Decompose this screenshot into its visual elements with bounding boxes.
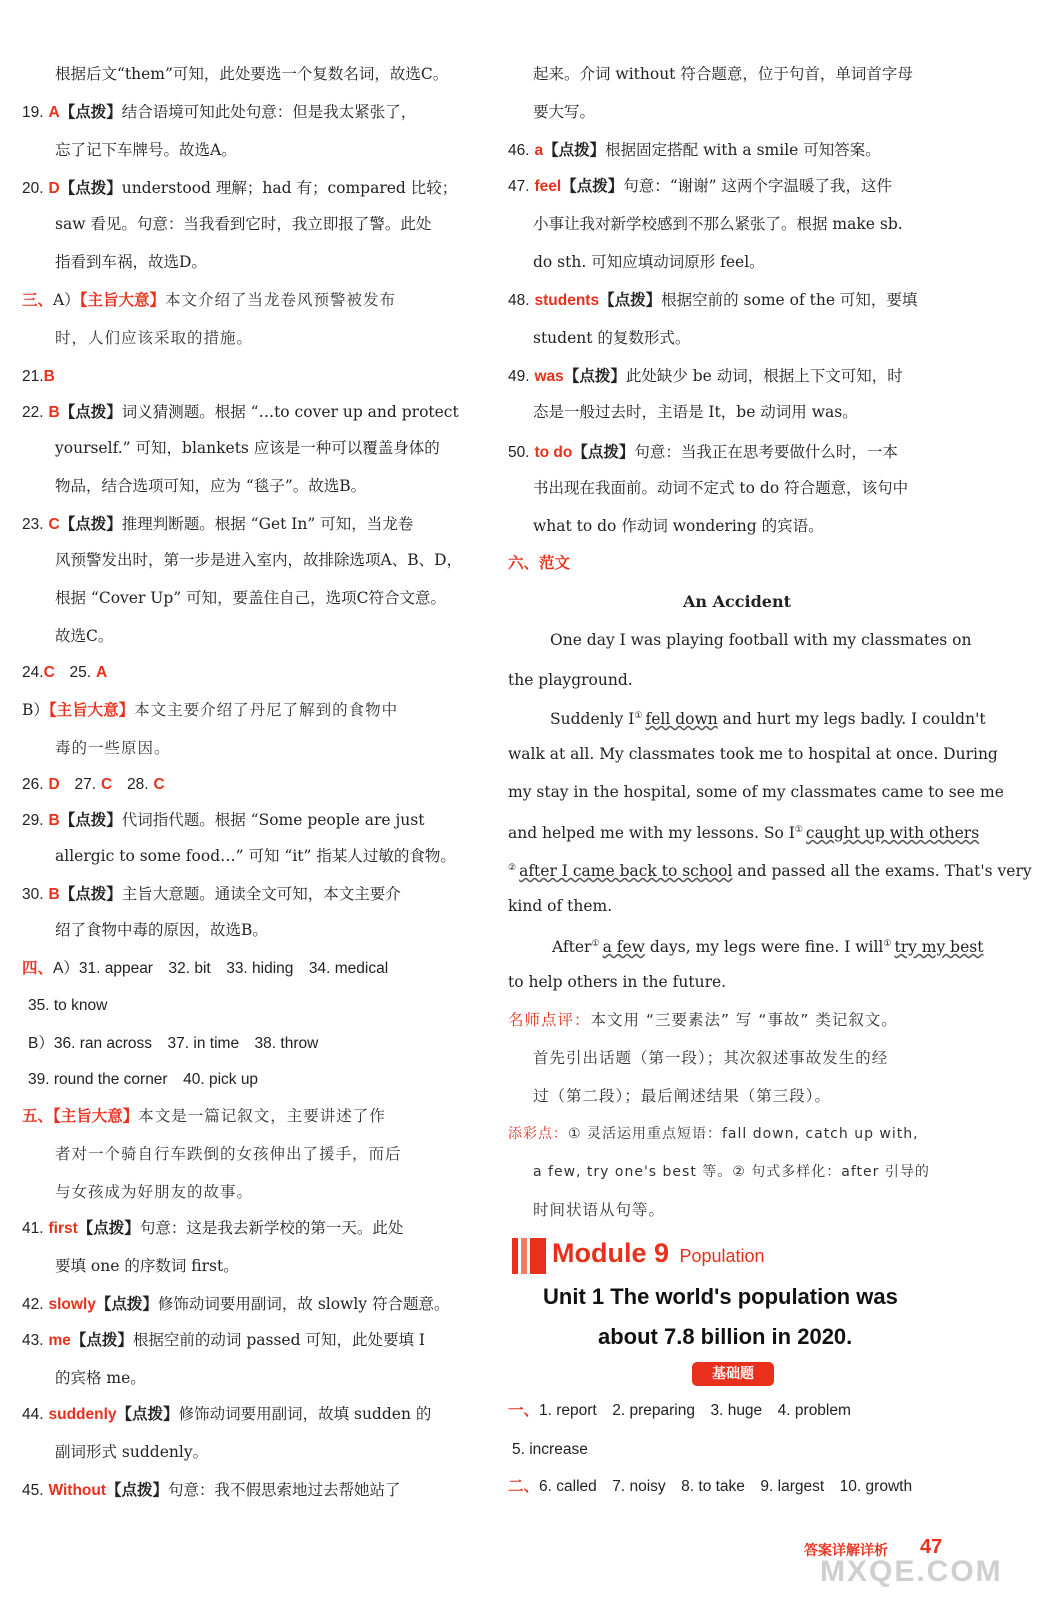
comment-line: a few, try one's best 等。② 句式多样化：after 引导的	[533, 1164, 930, 1180]
answer-23: 23. C【点拨】推理判断题。根据 “Get In” 可知，当龙卷	[22, 514, 414, 533]
comment-line: 时间状语从句等。	[533, 1201, 666, 1219]
text-line: 毒的一些原因。	[55, 739, 171, 757]
text-line: 起来。介词 without 符合题意，位于句首，单词首字母	[533, 65, 913, 83]
essay-title: An Accident	[683, 592, 791, 611]
text-line: 39. round the corner 40. pick up	[28, 1071, 259, 1088]
answer-29: 29. B【点拨】代词指代题。根据 “Some people are just	[22, 810, 425, 829]
module-title: Module 9 Population	[552, 1238, 765, 1268]
basic-questions-badge: 基础题	[692, 1362, 774, 1386]
answer-19: 19. A【点拨】结合语境可知此处句意：但是我太紧张了，	[22, 102, 417, 121]
section-3-a: 三、A）【主旨大意】本文介绍了当龙卷风预警被发布	[22, 291, 396, 309]
answer-49: 49. was【点拨】此处缺少 be 动词，根据上下文可知，时	[508, 366, 903, 385]
basic-section-1: 一、1. report 2. preparing 3. huge 4. problem	[508, 1402, 851, 1419]
page-number: 47	[920, 1536, 943, 1558]
text-line: 根据 “Cover Up” 可知，要盖住自己，选项C符合文意。	[55, 589, 447, 607]
text-line: 小事让我对新学校感到不那么紧张了。根据 make sb.	[533, 215, 903, 233]
section-4-b: B）36. ran across 37. in time 38. throw	[28, 1035, 319, 1052]
answer-46: 46. a【点拨】根据固定搭配 with a smile 可知答案。	[508, 140, 881, 159]
watermark: MXQE.COM	[820, 1555, 1003, 1588]
answer-21: 21.B	[22, 368, 55, 385]
answer-44: 44. suddenly【点拨】修饰动词要用副词，故填 sudden 的	[22, 1404, 432, 1423]
footer-label: 答案详解详析	[804, 1543, 888, 1559]
essay-line: ② after I came back to school and passed all the exams. That's very	[508, 862, 1032, 881]
text-line: 忘了记下车牌号。故选A。	[55, 141, 237, 159]
teacher-comment: 名师点评：本文用 “三要素法” 写 “事故” 类记叙文。	[508, 1011, 898, 1029]
answer-43: 43. me【点拨】根据空前的动词 passed 可知，此处要填 I	[22, 1330, 425, 1349]
highlight-comment: 添彩点：① 灵活运用重点短语：fall down, catch up with,	[508, 1126, 919, 1142]
section-4-a: 四、A）31. appear 32. bit 33. hiding 34. medical	[22, 960, 389, 977]
text-line: 时，人们应该采取的措施。	[55, 329, 254, 347]
essay-line: and helped me with my lessons. So I① caught up with others	[508, 824, 980, 843]
text-line: what to do 作动词 wondering 的宾语。	[533, 517, 824, 535]
comment-line: 过（第二段）；最后阐述结果（第三段）。	[533, 1087, 832, 1105]
essay-line: One day I was playing football with my classmates on	[550, 631, 972, 649]
text-line: 书出现在我面前。动词不定式 to do 符合题意，该句中	[533, 479, 909, 497]
answer-47: 47. feel【点拨】句意：“谢谢” 这两个字温暖了我，这件	[508, 176, 893, 195]
essay-line: After① a few days, my legs were fine. I will① try my best	[552, 938, 984, 957]
answer-20: 20. D【点拨】understood 理解；had 有；compared 比较；	[22, 178, 458, 197]
section-6-heading: 六、范文	[508, 555, 571, 572]
text-line: 绍了食物中毒的原因，故选B。	[55, 921, 268, 939]
text-line: 者对一个骑自行车跌倒的女孩伸出了援手，而后	[55, 1145, 402, 1163]
text-line: saw 看见。句意：当我看到它时，我立即报了警。此处	[55, 215, 432, 233]
essay-line: Suddenly I① fell down and hurt my legs badly. I couldn't	[550, 710, 986, 729]
answer-45: 45. Without【点拨】句意：我不假思索地过去帮她站了	[22, 1480, 401, 1499]
essay-line: kind of them.	[508, 897, 613, 915]
text-line: 态是一般过去时，主语是 It，be 动词用 was。	[533, 403, 858, 421]
text-line: 风预警发出时，第一步是进入室内，故排除选项A、B、D，	[55, 551, 463, 569]
text-line: 与女孩成为好朋友的故事。	[55, 1183, 254, 1201]
answer-41: 41. first【点拨】句意：这是我去新学校的第一天。此处	[22, 1218, 404, 1237]
answer-30: 30. B【点拨】主旨大意题。通读全文可知，本文主要介	[22, 884, 401, 903]
answer-50: 50. to do【点拨】句意：当我正在思考要做什么时，一本	[508, 442, 898, 461]
text-line: student 的复数形式。	[533, 329, 691, 347]
answer-24-25: 24.C 25. A	[22, 664, 108, 681]
essay-line: the playground.	[508, 671, 633, 689]
text-line: 的宾格 me。	[55, 1369, 146, 1387]
text-line: 故选C。	[55, 627, 114, 645]
text-line: do sth. 可知应填动词原形 feel。	[533, 253, 765, 271]
text-line: 副词形式 suddenly。	[55, 1443, 209, 1461]
answer-42: 42. slowly【点拨】修饰动词要用副词，故 slowly 符合题意。	[22, 1294, 450, 1313]
unit-title-line1: Unit 1 The world's population was	[543, 1284, 898, 1309]
basic-line: 5. increase	[512, 1441, 588, 1458]
text-line: 要填 one 的序数词 first。	[55, 1257, 239, 1275]
answer-48: 48. students【点拨】根据空前的 some of the 可知，要填	[508, 290, 918, 309]
answer-26-28: 26. D 27. C 28. C	[22, 776, 165, 793]
comment-line: 首先引出话题（第一段）；其次叙述事故发生的经	[533, 1049, 889, 1067]
text-line: yourself.” 可知，blankets 应该是一种可以覆盖身体的	[55, 439, 440, 457]
section-5: 五、【主旨大意】本文是一篇记叙文，主要讲述了作	[22, 1107, 386, 1125]
basic-section-2: 二、6. called 7. noisy 8. to take 9. largest 10. growth	[508, 1478, 913, 1495]
text-line: 指看到车祸，故选D。	[55, 253, 207, 271]
essay-line: to help others in the future.	[508, 973, 727, 991]
text-line: 物品，结合选项可知，应为 “毯子”。故选B。	[55, 477, 367, 495]
text-line: 根据后文“them”可知，此处要选一个复数名词，故选C。	[55, 65, 449, 83]
answer-22: 22. B【点拨】词义猜测题。根据 “…to cover up and protect	[22, 402, 459, 421]
unit-title-line2: about 7.8 billion in 2020.	[598, 1324, 853, 1349]
module-bar-icon	[508, 1238, 548, 1274]
text-line: allergic to some food…” 可知 “it” 指某人过敏的食物。	[55, 847, 456, 865]
text-line: 要大写。	[533, 103, 596, 121]
text-line: 35. to know	[28, 997, 108, 1014]
essay-line: walk at all. My classmates took me to hospital at once. During	[508, 745, 998, 763]
essay-line: my stay in the hospital, some of my classmates came to see me	[508, 783, 1004, 801]
section-3-b: B）【主旨大意】本文主要介绍了丹尼了解到的食物中	[22, 701, 399, 719]
